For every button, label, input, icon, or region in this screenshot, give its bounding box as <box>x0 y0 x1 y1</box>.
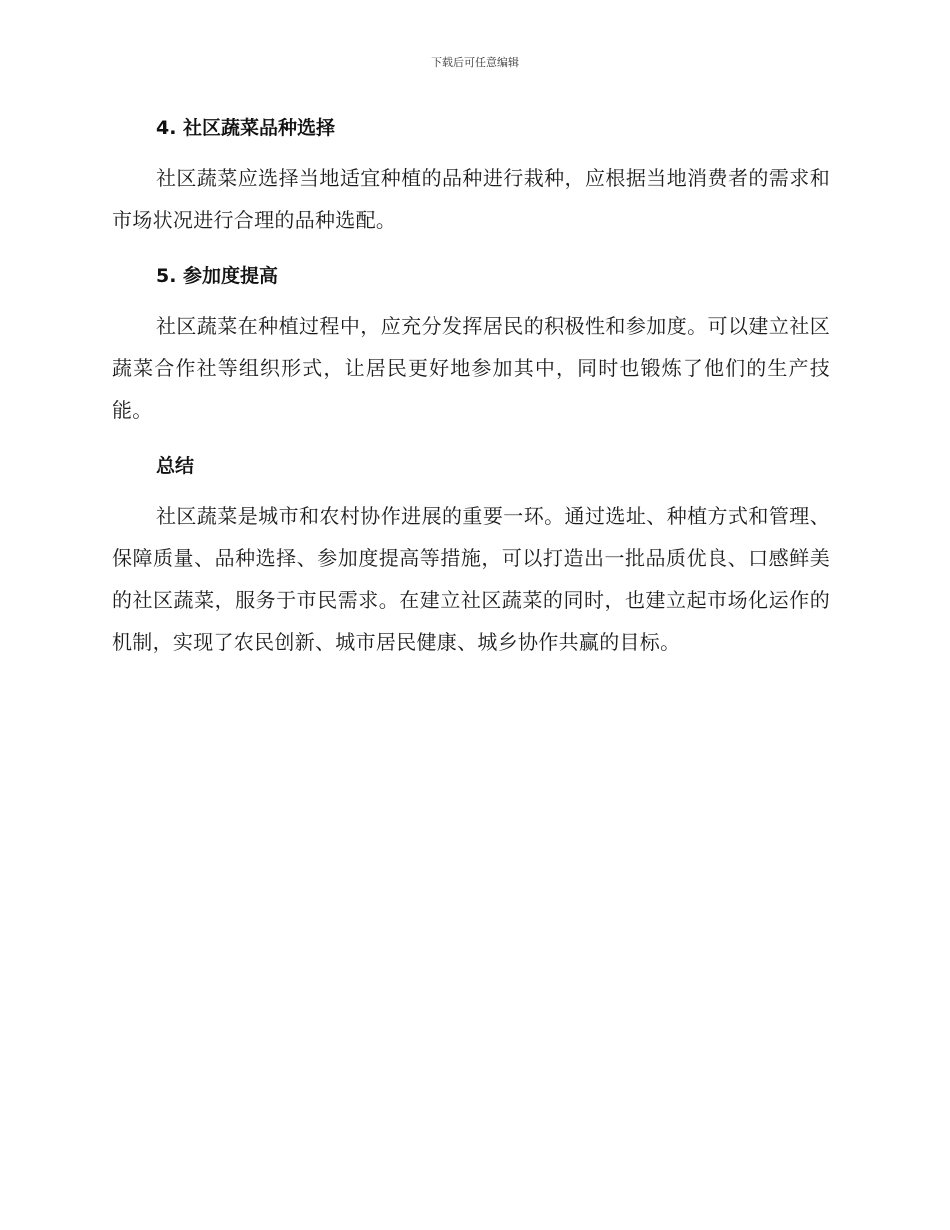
section-heading-summary: 总结 <box>156 455 195 477</box>
section-paragraph-participation: 社区蔬菜在种植过程中，应充分发挥居民的积极性和参加度。可以建立社区蔬菜合作社等组织形式，让居民更好地参加其中，同时也锻炼了他们的生产技能。 <box>112 314 830 422</box>
section-paragraph-variety-selection: 社区蔬菜应选择当地适宜种植的品种进行栽种，应根据当地消费者的需求和市场状况进行合理的品种选配。 <box>112 166 830 232</box>
document-body <box>112 113 830 663</box>
section-paragraph-summary: 社区蔬菜是城市和农村协作进展的重要一环。通过选址、种植方式和管理、保障质量、品种选择、参加度提高等措施，可以打造出一批品质优良、口感鲜美的社区蔬菜，服务于市民需求。在建立社区蔬菜的同时，也建立起市场化运作的机制，实现了农民创新、城市居民健康、城乡协作共赢的目标。 <box>112 504 830 654</box>
header-note: 下载后可任意编辑 <box>431 56 519 69</box>
section-heading-variety-selection: 4. 社区蔬菜品种选择 <box>156 117 336 139</box>
section-heading-participation: 5. 参加度提高 <box>156 265 279 287</box>
